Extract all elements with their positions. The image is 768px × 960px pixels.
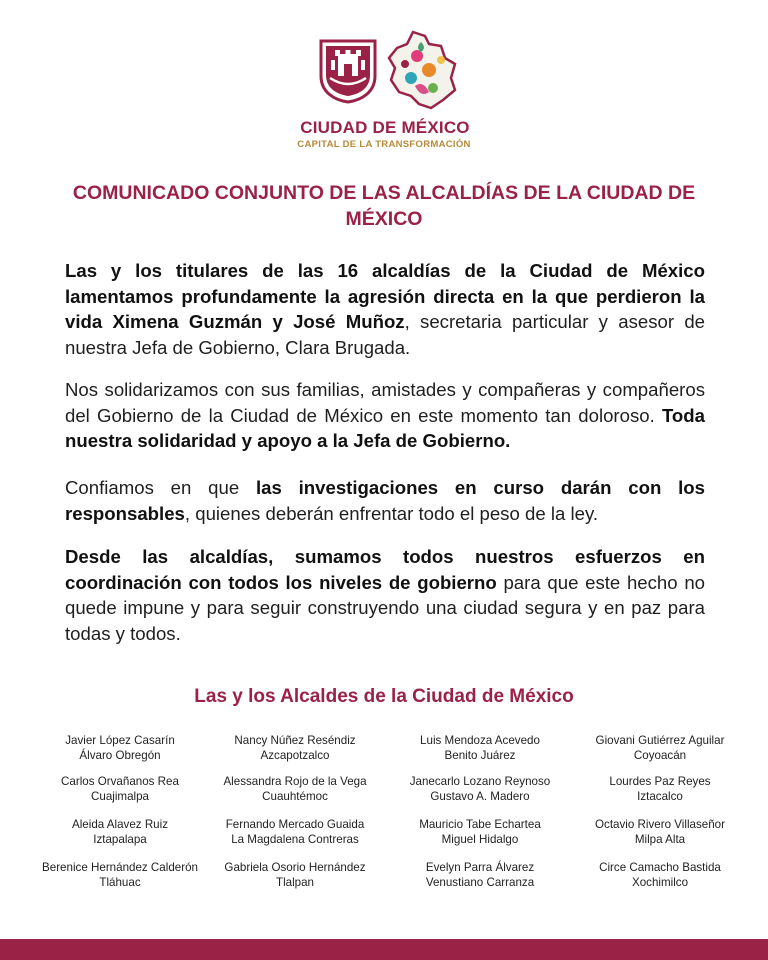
cdmx-map-icon — [385, 30, 457, 110]
signer-alcaldia: Milpa Alta — [634, 833, 686, 846]
paragraph-3 — [65, 475, 705, 526]
signer-alcaldia: Gustavo A. Madero — [430, 790, 530, 803]
signer-alcaldia: Xochimilco — [631, 876, 689, 889]
signer-card — [390, 817, 570, 847]
signer-alcaldia: Iztacalco — [637, 790, 683, 803]
signer-card — [205, 817, 385, 847]
signer-name: Evelyn Parra Álvarez — [425, 861, 535, 874]
signer-name: Gabriela Osorio Hernández — [224, 861, 366, 874]
signer-card — [570, 774, 750, 804]
signer-name: Javier López Casarín — [65, 734, 175, 747]
signer-alcaldia: Tlalpan — [275, 876, 315, 889]
signer-alcaldia: Coyoacán — [633, 749, 687, 762]
signer-card — [570, 860, 750, 890]
signer-alcaldia: Azcapotzalco — [260, 749, 330, 762]
paragraph-1 — [65, 258, 705, 360]
signer-name: Nancy Núñez Reséndiz — [234, 734, 356, 747]
signer-alcaldia: La Magdalena Contreras — [231, 833, 359, 846]
signer-alcaldia: Álvaro Obregón — [79, 749, 161, 762]
paragraph-3-start: Confiamos en que — [65, 477, 256, 498]
signer-name: Octavio Rivero Villaseñor — [595, 818, 725, 831]
paragraph-4-bold: Desde las alcaldías, sumamos todos nuestros esfuerzos en coordinación con todos los niveles de gobierno — [65, 546, 705, 593]
signer-name: Circe Camacho Bastida — [599, 861, 721, 874]
signer-alcaldia: Cuajimalpa — [91, 790, 149, 803]
paragraph-2-bold: Toda nuestra solidaridad y apoyo a la Jefa de Gobierno. — [65, 404, 705, 451]
signer-card — [390, 860, 570, 890]
document-title: COMUNICADO CONJUNTO DE LAS ALCALDÍAS DE LA CIUDAD DE MÉXICO — [72, 182, 696, 230]
signer-card — [25, 860, 215, 890]
paragraph-1-bold: Las y los titulares de las 16 alcaldías de la Ciudad de México lamentamos profundamente la agresión directa en la que perdieron la vida Ximena Guzmán y José Muñoz — [65, 260, 705, 332]
signer-card — [390, 733, 570, 763]
brand-subtitle: CAPITAL DE LA TRANSFORMACIÓN — [297, 139, 471, 150]
signer-alcaldia: Tláhuac — [99, 876, 141, 889]
signer-card — [30, 774, 210, 804]
signer-name: Janecarlo Lozano Reynoso — [409, 775, 551, 788]
signer-name: Mauricio Tabe Echartea — [419, 818, 541, 831]
paragraph-3-bold: las investigaciones en curso darán con los responsables — [65, 477, 705, 524]
signer-alcaldia: Benito Juárez — [444, 749, 516, 762]
bottom-bar — [0, 939, 768, 960]
paragraph-4-rest: para que este hecho no quede impune y para seguir construyendo una ciudad segura y en paz para todas y todos. — [65, 571, 705, 644]
signer-name: Giovani Gutiérrez Aguilar — [595, 734, 725, 747]
signer-name: Luis Mendoza Acevedo — [420, 734, 540, 747]
header-logo — [0, 30, 768, 155]
paragraph-2 — [65, 377, 705, 454]
signer-card — [205, 733, 385, 763]
signer-name: Carlos Orvañanos Rea — [61, 775, 179, 788]
signer-name: Lourdes Paz Reyes — [609, 775, 711, 788]
signer-name: Berenice Hernández Calderón — [42, 861, 198, 874]
signer-card — [205, 860, 385, 890]
signer-card — [570, 817, 750, 847]
signer-card — [30, 733, 210, 763]
signer-name: Fernando Mercado Guaida — [225, 818, 365, 831]
coat-of-arms-icon — [318, 38, 378, 104]
brand-name: CIUDAD DE MÉXICO — [300, 118, 470, 137]
paragraph-1-rest: , secretaria particular y asesor de nuestra Jefa de Gobierno, Clara Brugada. — [65, 311, 705, 358]
paragraph-4 — [65, 544, 705, 646]
signer-name: Aleida Alavez Ruiz — [71, 818, 169, 831]
signer-alcaldia: Cuauhtémoc — [262, 790, 328, 803]
paragraph-3-rest: , quienes deberán enfrentar todo el peso de la ley. — [184, 502, 599, 524]
paragraph-2-start: Nos solidarizamos con sus familias, amistades y compañeras y compañeros del Gobierno de la Ciudad de México en este momento tan doloroso. — [65, 379, 705, 426]
signer-alcaldia: Miguel Hidalgo — [441, 833, 519, 846]
signer-name: Alessandra Rojo de la Vega — [223, 775, 367, 788]
signer-card — [570, 733, 750, 763]
signer-alcaldia: Venustiano Carranza — [425, 876, 535, 889]
signer-alcaldia: Iztapalapa — [93, 833, 147, 846]
signer-card — [390, 774, 570, 804]
signer-card — [30, 817, 210, 847]
signers-title: Las y los Alcaldes de la Ciudad de México — [194, 686, 574, 707]
signer-card — [205, 774, 385, 804]
